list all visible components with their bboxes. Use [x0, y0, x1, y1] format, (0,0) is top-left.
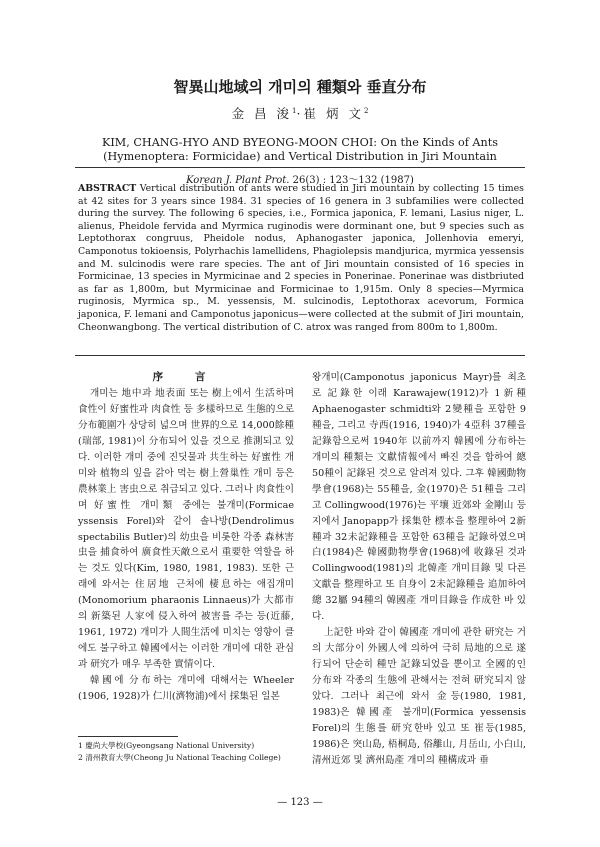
- header-rule: [75, 167, 525, 168]
- abstract: [78, 183, 524, 334]
- body-paragraph: 韓國에 分布하는 개미에 대해서는 Wheeler (1906, 1928)가 仁川(濟物浦)에서 採集된 일본: [78, 675, 294, 703]
- footnote: 1 慶尚大學校(Gyeongsang National University): [78, 741, 255, 750]
- author-affiliation-mark: 2: [363, 106, 369, 115]
- body-paragraph: 개미는 地中과 地表面 또는 樹上에서 生活하며 食性이 好蜜性과 肉食性 등 多樣하므로 生態的으로 分布範圍가 상당히 넓으며 世界的으로 14,000餘種(瑞部, 1981)이 分布되어 있을 것으로 推測되고 있다. 이러한 개미 중에 진딧물과 共生하는 好蜜性 개미와 植物의 잎을 갉아 먹는 樹上營巢性 개미 등은 農林業上 害虫으로 취급되고 있다. 그러나 肉食性이며 好蜜性 개미類 중에는 불개미(Formicae yssensis Forel)와 같이 솔나방(Dendrolimus spectabilis Butler)의 幼虫을 비롯한 각종 森林害虫을 捕食하여 廣食性天敵으로서 重要한 역할을 하는 것도 있다(Kim, 1980, 1981, 1983). 또한 근래에 와서는 住居地 근처에 棲息하는 애집개미(Monomorium pharaonis Linnaeus)가 大都市의 新築된 人家에 侵入하여 被害를 주는 등(近藤, 1961, 1972) 개미가 人間生活에 미치는 영향이 클에도 불구하고 韓國에서는 이러한 개미에 대한 관심과 研究가 매우 부족한 實情이다.: [78, 387, 294, 671]
- footnote: 2 清州教育大學(Cheong Ju National Teaching College): [78, 752, 281, 762]
- author-name: 金 昌 浚: [231, 106, 293, 121]
- right-column: [312, 370, 526, 769]
- author-affiliation-mark: 1: [292, 106, 297, 115]
- abstract-label: ABSTRACT: [78, 183, 137, 194]
- left-column: [78, 370, 294, 705]
- footnotes: [78, 736, 294, 763]
- section-heading: 序 言: [152, 371, 220, 383]
- english-title: [0, 136, 600, 164]
- english-title-line: (Hymenoptera: Formicidae) and Vertical Distribution in Jiri Mountain: [103, 150, 497, 163]
- english-title-line: KIM, CHANG-HYO AND BYEONG-MOON CHOI: On the Kinds of Ants: [102, 136, 498, 149]
- journal-issue: 26(3) : 123～132 (1987): [292, 175, 414, 186]
- abstract-text: Vertical distribution of ants were studied in Jiri mountain by collecting 15 times at 42 sites for 3 years since 1984. 31 species of 16 genera in 3 subfamilies were collected during the survey. The following 6 species, i.e., Formica japonica, F. lemani, Lasius niger, L. alienus, Pheidole fervida and Myrmica ruginodis were dorminant one, but 9 species such as Leptothorax congruus, Pheidole nodus, Aphanogaster japonica, Jollenhovia emeryi, Camponotus tokioensis, Polyrhachis lamellidens, Phagiolepsis mandjurica, myrmica yessensis and M. sulcinodis were rare species. The ant of Jiri mountain consisted of 16 species in Formicinae, 13 species in Myrmicinae and 2 species in Ponerinae. Ponerinae was distbriuted as far as 1,800m, but Myrmicinae and Formicinae to 1,915m. Only 8 species—Myrmica ruginosis, Myrmica sp., M. yessensis, M. sulcinodis, Leptothorax acevorum, Formica japonica, F. lemani and Camponotus japonicus—were collected at the submit of Jiri mountain, Cheonwangbong. The vertical distribution of C. atrox was ranged from 800m to 1,800m.: [78, 183, 524, 333]
- author-name: 崔 炳 文: [303, 106, 364, 121]
- author-separator: ·: [296, 106, 304, 121]
- abstract-rule: [75, 355, 525, 356]
- page-number: — 123 —: [277, 797, 323, 808]
- body-paragraph: 왕개미(Camponotus japonicus Mayr)를 최초로 記錄한 이래 Karawajew(1912)가 1新種 Aphaenogaster schmidti와 2變種을 포함한 9種을, 그리고 寺西(1916, 1940)가 4亞科 37種을 記錄함으로써 1940年 以前까지 韓國에 分布하는 개미의 種類는 文獻情報에서 빠진 것을 합하여 總50種이 記錄된 것으로 알려져 있다. 그후 韓國動物學會(1968)는 55種을, 金(1970)은 51種을 그리고 Collingwood(1976)는 平壤 近郊와 金剛山 등지에서 Janopapp가 採集한 標本을 整理하여 2新種과 32未記錄種을 포함한 63種을 記錄하였으며 白(1984)은 韓國動物學會(1968)에 收錄된 것과 Collingwood(1981)의 北韓產 개미目錄 및 다른 文獻을 整理하고 또 自身이 2未記錄種을 追加하여 總 32屬 94種의 韓國產 개미目錄을 作成한 바 있다.: [312, 372, 526, 623]
- body-paragraph: 上記한 바와 같이 韓國產 개미에 관한 研究는 거의 大部分이 外國人에 의하여 극히 局地的으로 遂行되어 단순히 種만 記錄되었을 뿐이고 全國的인 分布와 각종의 生態에 관해서는 전혀 研究되지 않았다. 그러나 최근에 와서 金등(1980, 1981, 1983)은 韓國產 불개미(Formica yessensis Forel)의 生態를 研究한바 있고 또 崔등(1985, 1986)은 突山島, 梧桐島, 俗離山, 月岳山, 小白山, 清州近郊 및 濟州島產 개미의 種構成과 垂: [312, 627, 526, 766]
- paper-title: 智異山地域의 개미의 種類와 垂直分布: [173, 78, 427, 96]
- footnote-rule: [78, 736, 178, 737]
- journal-name: Korean J. Plant Prot.: [186, 175, 290, 186]
- author-line: [0, 104, 600, 122]
